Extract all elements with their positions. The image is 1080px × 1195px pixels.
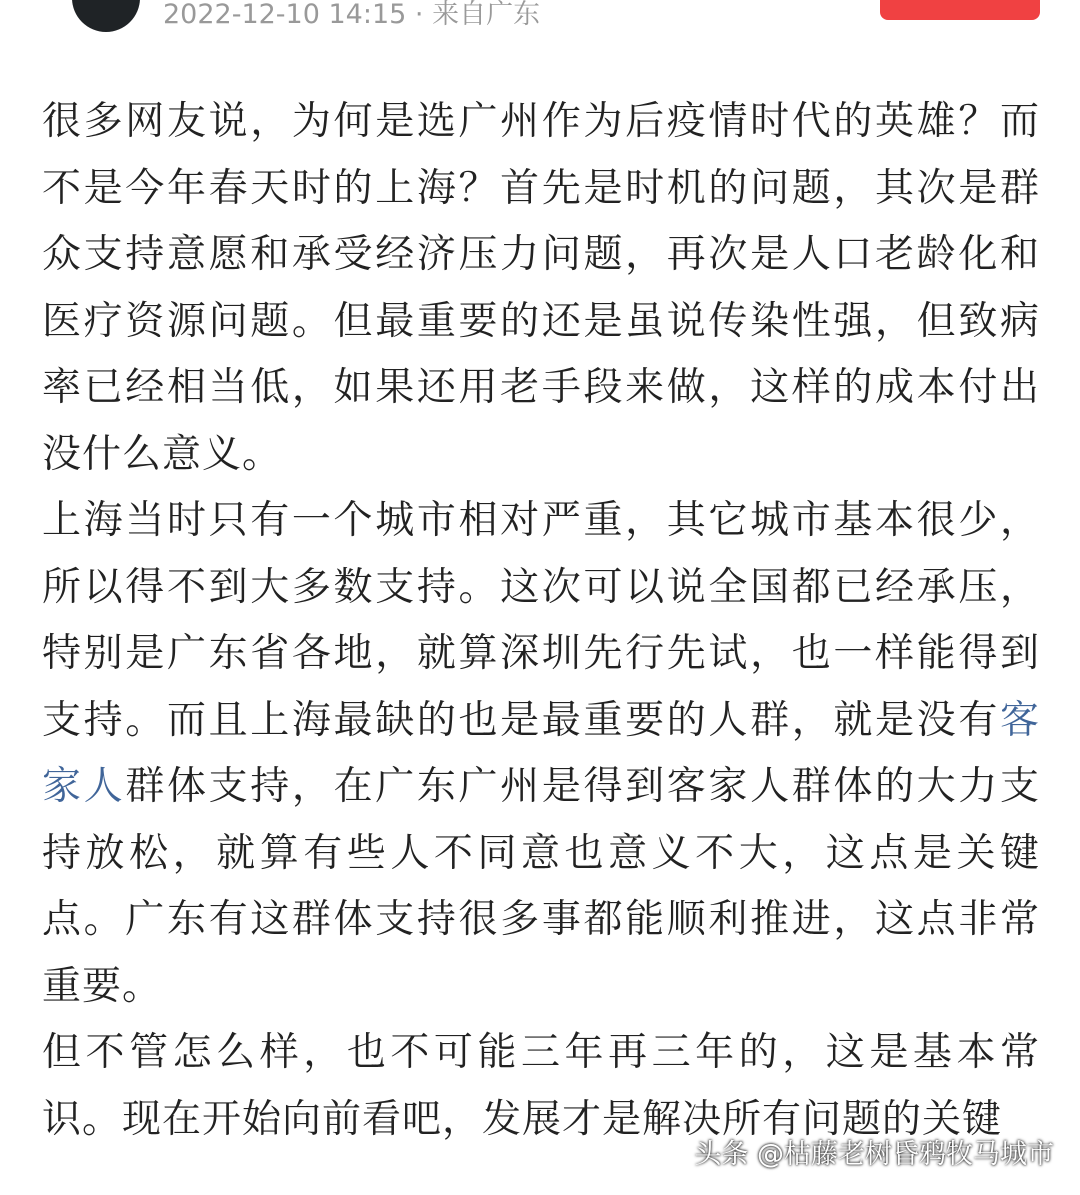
post-location: 来自广东 xyxy=(432,0,541,30)
post-body xyxy=(42,89,1040,1153)
post-paragraph-1: 很多网友说，为何是选广州作为后疫情时代的英雄？而不是今年春天时的上海？首先是时机的问题，其次是群众支持意愿和承受经济压力问题，再次是人口老龄化和医疗资源问题。但最重要的还是虽说传染性强，但致病率已经相当低，如果还用老手段来做，这样的成本付出没什么意义。 xyxy=(42,99,1040,477)
paragraph-2-text-before: 上海当时只有一个城市相对严重，其它城市基本很少，所以得不到大多数支持。这次可以说全国都已经承压，特别是广东省各地，就算深圳先行先试，也一样能得到支持。而且上海最缺的也是最重要的人群，就是没有 xyxy=(42,498,1040,743)
post-paragraph-2 xyxy=(42,488,1040,1020)
post-meta xyxy=(163,0,540,34)
meta-separator: · xyxy=(414,0,424,30)
follow-button[interactable] xyxy=(880,0,1040,20)
post-header xyxy=(0,0,1080,60)
watermark: 头条 @枯藤老树昏鸦牧马城市 xyxy=(694,1139,1054,1170)
post-timestamp: 2022-12-10 14:15 xyxy=(163,0,407,30)
hakka-people-link[interactable]: 客家人 xyxy=(42,697,1040,809)
post-paragraph-3: 但不管怎么样，也不可能三年再三年的，这是基本常识。现在开始向前看吧，发展才是解决所有问题的关键 xyxy=(42,1030,1040,1142)
paragraph-2-text-after: 群体支持，在广东广州是得到客家人群体的大力支持放松，就算有些人不同意也意义不大，这点是关键点。广东有这群体支持很多事都能顺利推进，这点非常重要。 xyxy=(42,764,1040,1009)
avatar[interactable] xyxy=(72,0,140,32)
